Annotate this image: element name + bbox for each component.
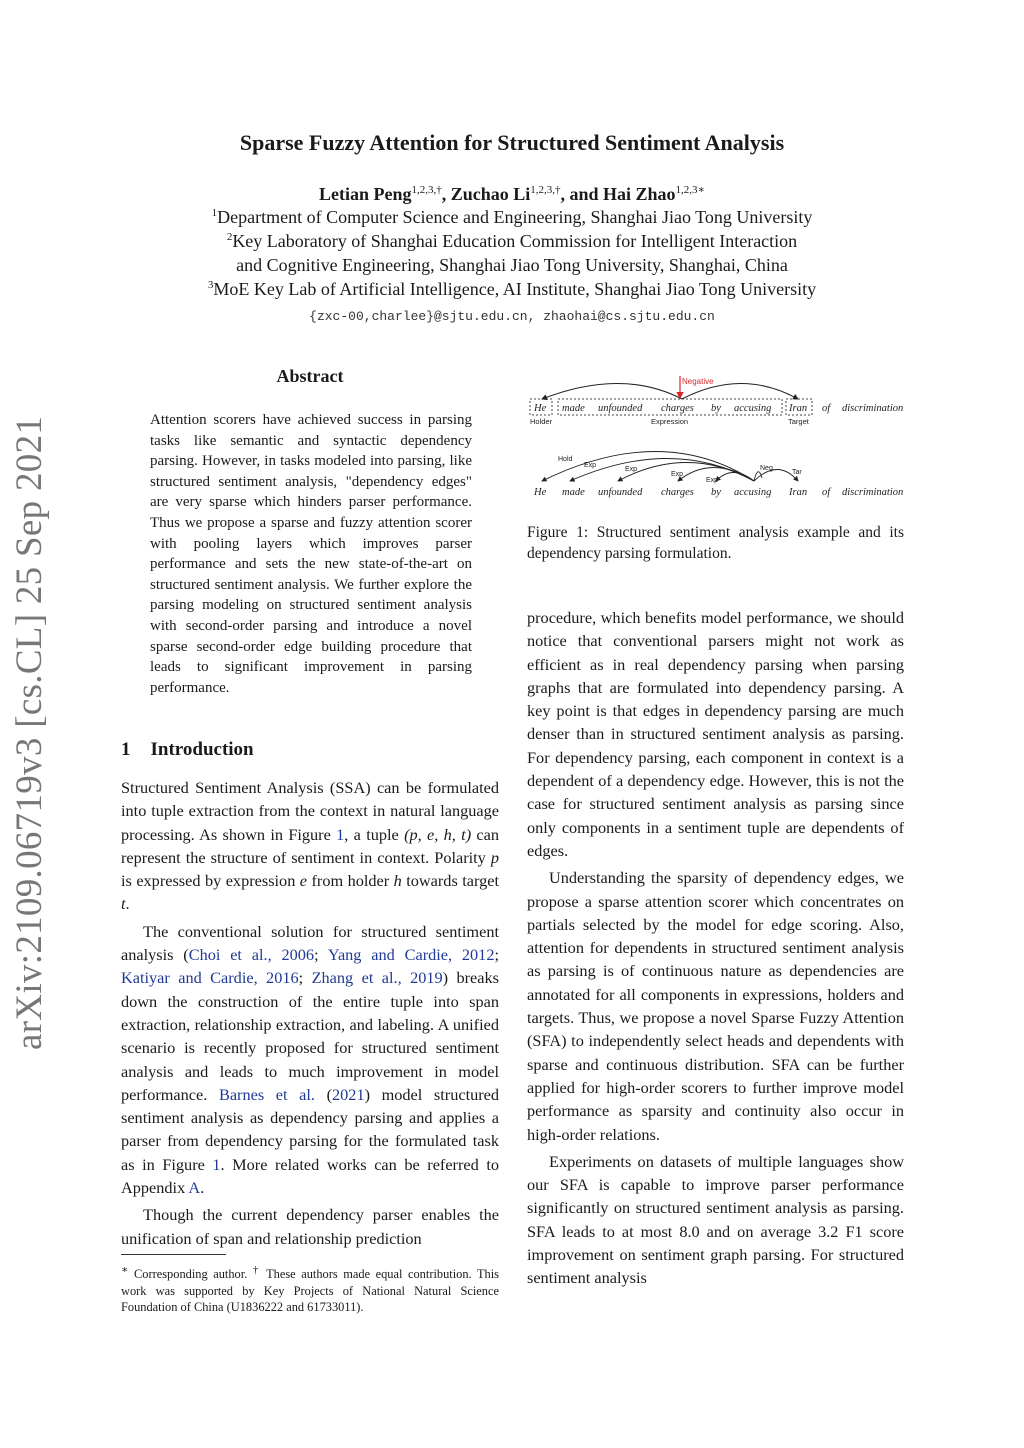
author-name: Zuchao Li — [450, 184, 531, 204]
abstract-heading: Abstract — [276, 366, 344, 386]
citation-link[interactable]: Zhang et al., 2019 — [311, 968, 443, 988]
word: discrimination — [842, 487, 904, 498]
word: discrimination — [842, 403, 904, 414]
word: unfounded — [598, 403, 643, 414]
affil-text: MoE Key Lab of Artificial Intelligence, AI Institute, Shanghai Jiao Tong University — [213, 279, 817, 299]
label-expression: Expression — [651, 417, 689, 426]
author-separator: , — [441, 184, 451, 204]
author-emails: {zxc-00,charlee}@sjtu.edu.cn, zhaohai@cs.sjtu.edu.cn — [309, 309, 715, 324]
author-affil-mark: 1,2,3,† — [411, 184, 442, 196]
word: unfounded — [598, 487, 643, 498]
sentence-bottom — [533, 487, 903, 498]
author-name: Hai Zhao — [603, 184, 676, 204]
figure-1-caption: Figure 1: Structured sentiment analysis example and its dependency parsing formulation. — [527, 524, 904, 562]
paragraph: The conventional solution for structured sentiment analysis (Choi et al., 2006; Yang and Cardie, 2012; Katiyar and Cardie, 2016; Zhang et al., 2019) breaks down the construction of the entire tuple into span extraction, relationship extraction, and labeling. A unified scenario is recently proposed for structured sentiment analysis and leads to much improvement in model performance. Barnes et al. (2021) model structured sentiment analysis as dependency parsing and applies a parser from dependency parsing for the formulated task as in Figure 1. More related works can be referred to Appendix A. — [121, 921, 500, 1198]
paper-title: Sparse Fuzzy Attention for Structured Sentiment Analysis — [239, 130, 785, 155]
word: made — [562, 487, 585, 498]
exp-arc — [570, 459, 754, 482]
word: charges — [661, 403, 694, 414]
author-line — [0, 183, 1024, 205]
math-inline: h — [393, 871, 402, 891]
author-separator: , and — [560, 184, 604, 204]
label-neg: Neg — [760, 465, 773, 472]
footnote: ∗ Corresponding author. † These authors made equal contribution. This work was supported by Key Projects of National Natural Science Foundation of China (U1836222 and 61733011). — [121, 1264, 500, 1315]
label-tar: Tar — [792, 469, 802, 476]
citation-link[interactable]: Katiyar and Cardie, 2016 — [121, 968, 299, 988]
citation-link[interactable]: 2021 — [332, 1084, 365, 1104]
label-hold: Hold — [558, 456, 573, 463]
abstract-text: Attention scorers have achieved success in parsing tasks like semantic and syntactic dependency parsing. However, in tasks modeled into parsing, like structured sentiment analysis, "dependency edges" are very sparse which hinders parser performance. Thus we propose a sparse and fuzzy attention scorer with pooling layers which improves parser performance and sets the new state-of-the-art on structured sentiment analysis. We further explore the parsing modeling on structured sentiment analysis with second-order parsing and introduce a novel sparse second-order edge building procedure that leads to significant improvement in parsing performance. — [150, 412, 472, 696]
citation-link[interactable]: Yang and Cardie, 2012 — [327, 945, 495, 965]
word: charges — [661, 487, 694, 498]
citation-link[interactable]: Choi et al., 2006 — [188, 945, 315, 965]
math-inline: p — [490, 847, 499, 867]
affil-num: 3 — [207, 279, 214, 291]
exp-arc — [618, 463, 754, 482]
paragraph: Though the current dependency parser enables the unification of span and relationship prediction — [121, 1205, 499, 1248]
word: by — [711, 487, 721, 498]
citation-link[interactable]: Barnes et al. — [218, 1084, 315, 1104]
word: made — [562, 403, 585, 414]
sentence-top — [533, 403, 903, 414]
figure-ref-link[interactable]: 1 — [212, 1154, 221, 1174]
word: by — [711, 403, 721, 414]
math-inline: e — [299, 871, 308, 891]
label-target: Target — [788, 417, 809, 426]
word: Iran — [789, 487, 808, 498]
affil-num: 2 — [226, 231, 233, 243]
label-exp: Exp — [671, 471, 684, 478]
affiliation-line — [0, 279, 1024, 300]
affiliation-line — [0, 207, 1024, 228]
section-number: 1 — [121, 739, 131, 760]
label-negative: Negative — [682, 377, 714, 386]
paragraph: procedure, which benefits model performance, we should notice that conventional parsers might not work as efficient as in real dependency parsing when parsing graphs that are formulated into dependency parsing. A key point is that edges in dependency parsing are much denser than in structured sentiment analysis as parsing. For dependency parsing, each component in context is a dependent of a dependency edge. However, this is not the case for structured sentiment analysis as parsing since only components in a sentiment tuple are dependents of edges. — [527, 608, 904, 860]
word: accusing — [734, 403, 772, 414]
affil-num: 1 — [211, 207, 218, 219]
paragraph: Experiments on datasets of multiple languages show our SFA is capable to improve parser performance significantly on structured sentiment analysis as parsing. SFA leads to at most 8.0 and on average 3.2 F1 score improvement on sentiment graph parsing. For structured sentiment analysis — [527, 1151, 904, 1288]
paragraph: Structured Sentiment Analysis (SSA) can be formulated into tuple extraction from the context in natural language processing. As shown in Figure 1, a tuple (p, e, h, t) can represent the structure of sentiment in context. Polarity p is expressed by expression e from holder h towards target t. — [121, 778, 500, 914]
right-column-body — [527, 606, 904, 1290]
word: of — [822, 487, 831, 498]
footnote-rule — [121, 1254, 226, 1255]
word: He — [534, 403, 547, 414]
hold-arc — [542, 452, 754, 482]
word: of — [822, 403, 831, 414]
section-heading — [121, 739, 254, 761]
label-exp: Exp — [584, 462, 597, 469]
label-exp: Exp — [706, 477, 719, 484]
word: Iran — [789, 403, 808, 414]
affiliation-line — [0, 231, 1024, 252]
section-title: Introduction — [150, 739, 254, 760]
word: accusing — [734, 487, 772, 498]
author-name: Letian Peng — [318, 184, 412, 204]
label-exp: Exp — [625, 466, 638, 473]
arxiv-identifier: arXiv:2109.06719v3 [cs.CL] 25 Sep 2021 — [9, 415, 50, 1050]
math-inline: t — [121, 894, 126, 914]
figure-1-diagram — [522, 370, 922, 505]
label-holder: Holder — [530, 417, 553, 426]
affil-text: Department of Computer Science and Engineering, Shanghai Jiao Tong University — [217, 207, 813, 227]
exp-arc — [716, 473, 754, 482]
author-affil-mark: 1,2,3,† — [530, 184, 561, 196]
affiliation-line — [0, 255, 1024, 276]
affil-text: and Cognitive Engineering, Shanghai Jiao Tong University, Shanghai, China — [236, 255, 788, 275]
math-inline: (p, e, h, t) — [404, 824, 472, 844]
author-affil-mark: 1,2,3∗ — [675, 184, 706, 196]
appendix-ref-link[interactable]: A — [188, 1178, 201, 1198]
figure-ref-link[interactable]: 1 — [336, 824, 345, 844]
affil-text: Key Laboratory of Shanghai Education Commission for Intelligent Interaction — [232, 231, 798, 251]
holder-arc — [542, 384, 682, 400]
word: He — [534, 487, 547, 498]
left-column-body — [121, 776, 499, 1250]
paragraph: Understanding the sparsity of dependency edges, we propose a sparse attention scorer which concentrates on partials selected by the model for edge scoring. Also, attention for dependents in structured sentiment analysis as parsing is of continuous nature as dependencies are annotated for all components in expressions, holders and targets. Thus, we propose a novel Sparse Fuzzy Attention (SFA) to independently select heads and dependents with sparse and continuous distribution. SFA can be further applied for high-order scorers to further improve model performance as sparsity and continuity also occur in high-order relations. — [527, 868, 904, 1144]
